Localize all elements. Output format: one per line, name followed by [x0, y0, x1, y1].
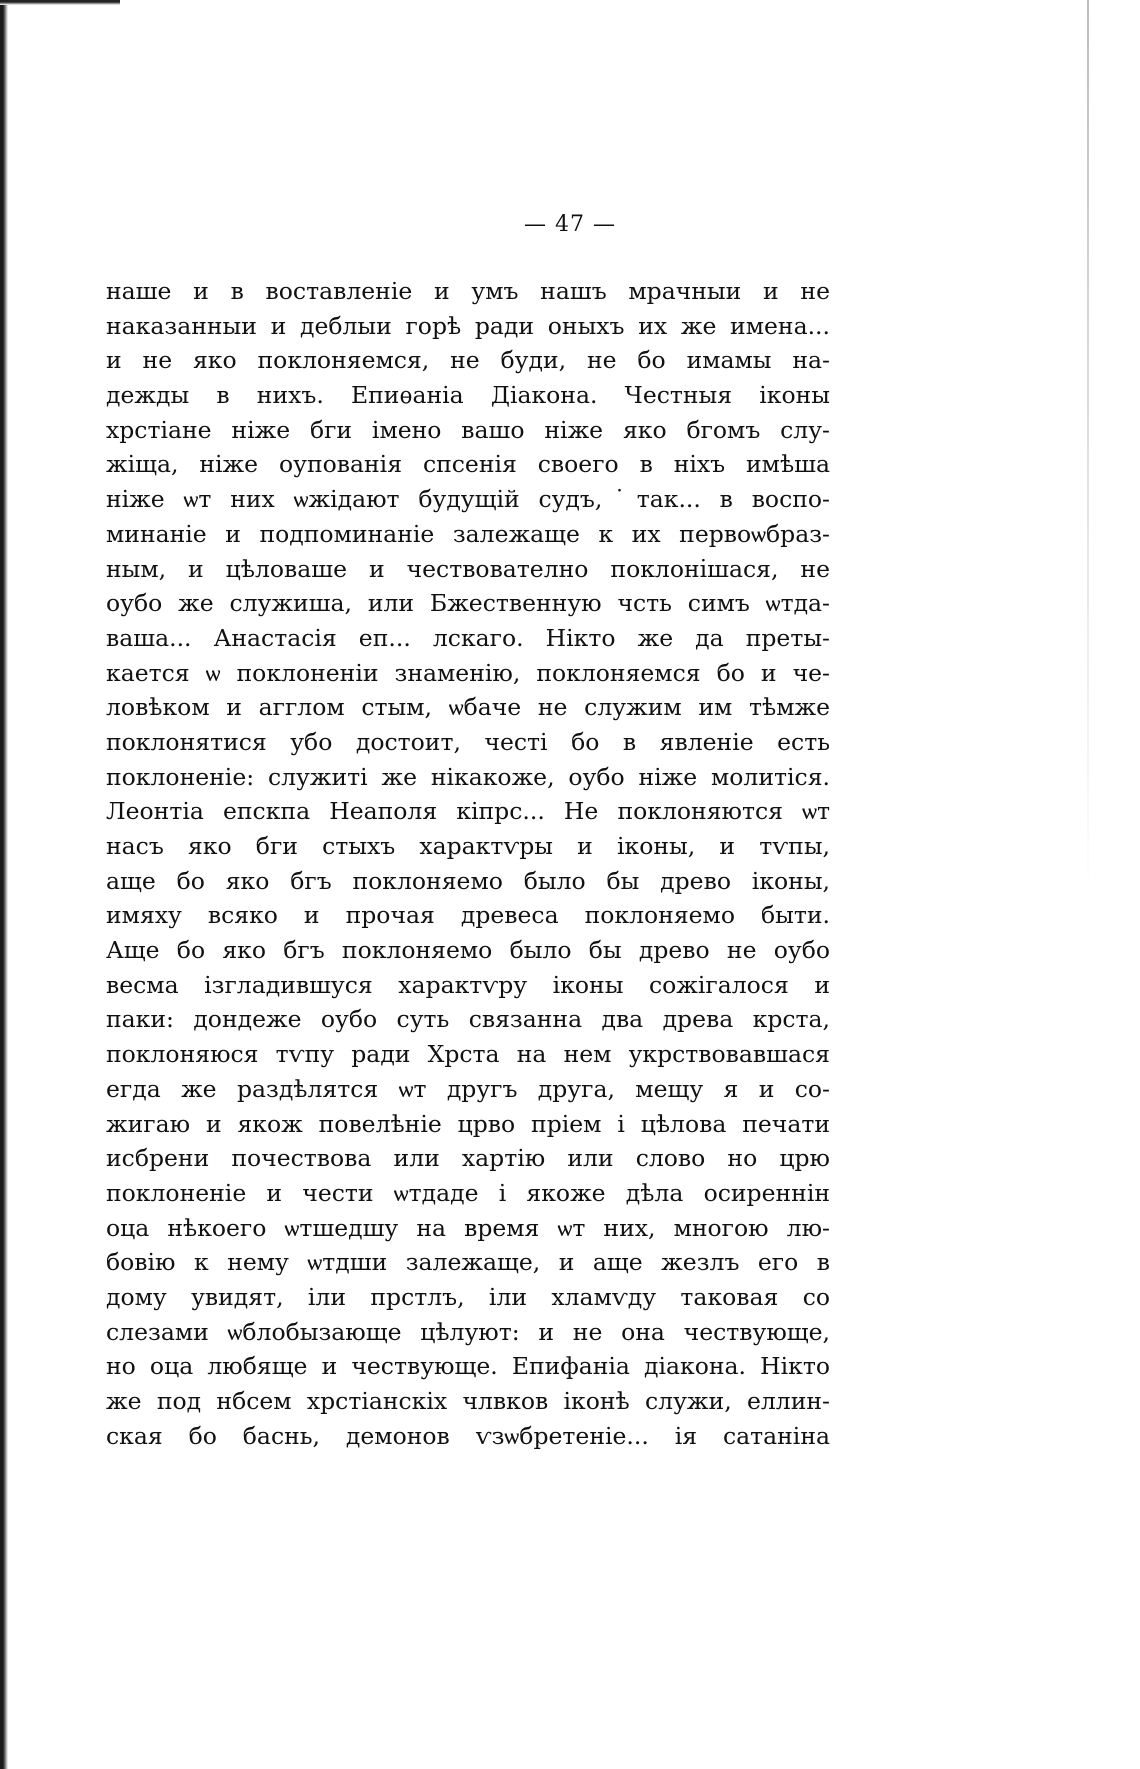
text-line: ловѣком и агглом стым, ѡбаче не служим им тѣмже: [106, 693, 830, 722]
text-line: жіща, ніже оупованія спсенія своего в ніхъ имѣша: [106, 450, 830, 479]
text-line: ваша... Анастасія еп... лскаго. Нікто же да преты-: [106, 623, 830, 652]
text-line: насъ яко бги стыхъ характѵры и іконы, и тѵпы,: [106, 832, 830, 860]
text-line: ская бо баснь, демонов ѵзѡбретеніе... ія сатаніна: [106, 1421, 830, 1450]
scan-edge-left: [0, 0, 8, 1769]
text-line: же под нбсем хрстіанскіх члвков іконѣ служи, еллин-: [106, 1387, 830, 1415]
text-line: минаніе и подпоминаніе залежаще к их первоѡбраз-: [106, 519, 830, 548]
text-line: кается ѡ поклоненіи знаменію, поклоняемся бо и че-: [106, 658, 830, 687]
text-line: Леонтіа епскпа Неаполя кіпрс... Не поклоняются ѡт: [106, 797, 830, 826]
text-line: исбрени почествова или хартію или слово но црю: [106, 1144, 830, 1173]
text-line: поклоненіе и чести ѡтдаде і якоже дѣла осиреннін: [106, 1178, 830, 1207]
text-line: егда же раздѣлятся ѡт другъ друга, мещу я и со-: [106, 1074, 830, 1103]
text-line: паки: дондеже оубо суть связанна два древа крста,: [106, 1005, 830, 1034]
page-number: — 47 —: [524, 212, 616, 237]
text-line: имяху всяко и прочая древеса поклоняемо быти.: [106, 901, 830, 930]
scan-edge-top: [0, 0, 120, 5]
text-line: наше и в воставленіе и умъ нашъ мрачныи и не: [106, 277, 830, 305]
text-line: весма ізгладившуся характѵру іконы сожігалося и: [106, 970, 830, 999]
text-line: аще бо яко бгъ поклоняемо было бы древо іконы,: [106, 866, 830, 895]
body-text: [106, 274, 830, 1453]
text-line: дому увидят, іли прстлъ, іли хламѵду таковая со: [106, 1282, 830, 1311]
text-line: ніже ѡт них ѡжідают будущій судъ,˙так... в воспо-: [106, 485, 830, 514]
text-line: оца нѣкоего ѡтшедшу на время ѡт них, многою лю-: [106, 1213, 830, 1242]
text-line: но оца любяще и чествующе. Епифаніа діакона. Нікто: [106, 1352, 830, 1381]
text-line: жигаю и якож повелѣніе црво пріем і цѣлова печати: [106, 1109, 830, 1138]
text-line: хрстіане ніже бги імено вашо ніже яко бгомъ слу-: [106, 415, 830, 444]
scan-edge-right: [1087, 0, 1089, 900]
text-line: Аще бо яко бгъ поклоняемо было бы древо не оубо: [106, 936, 830, 965]
text-line: поклоняюся тѵпу ради Хрста на нем укрствовавшася: [106, 1040, 830, 1069]
text-line: слезами ѡблобызающе цѣлуют: и не она чествующе,: [106, 1317, 830, 1346]
text-line: поклоненіе: служиті же нікакоже, оубо ніже молитіся.: [106, 762, 830, 791]
text-line: дежды в нихъ. Епиѳаніа Діакона. Честныя іконы: [106, 381, 830, 410]
text-line: наказанныи и деблыи горѣ ради оныхъ их же имена...: [106, 311, 830, 340]
text-line: и не яко поклоняемся, не буди, не бо имамы на-: [106, 346, 830, 375]
text-line: бовію к нему ѡтдши залежаще, и аще жезлъ его в: [106, 1248, 830, 1277]
text-line: ным, и цѣловаше и чествователно поклоні̇шася, не: [106, 554, 830, 583]
text-line: поклонятися убо достоит, честі бо в явленіе есть: [106, 727, 830, 756]
text-line: оубо же служиша, или Бжественную чсть симъ ѡтда-: [106, 589, 830, 618]
